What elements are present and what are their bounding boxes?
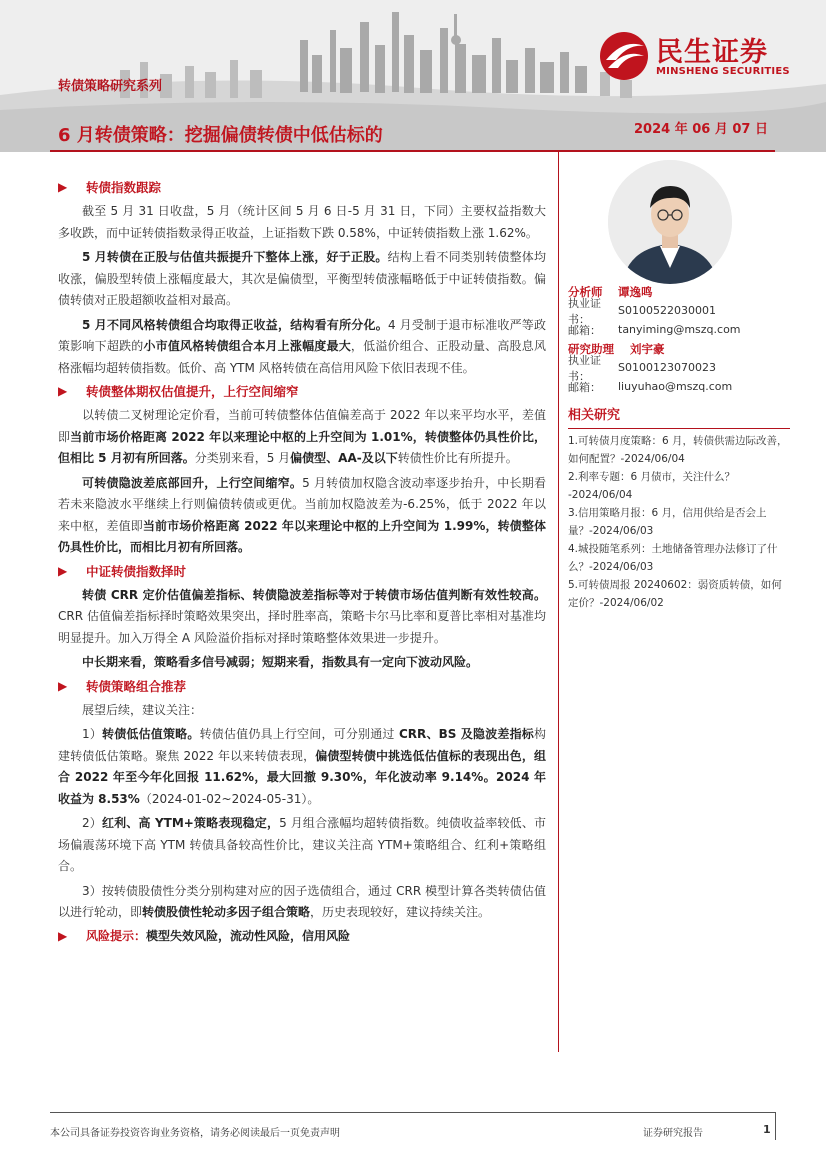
bold-text: 当前市场价格距离 2022 年以来理论中枢的上升空间为 1.01%，转债整体仍具性价比，但相比 5 月初有所回落。 <box>58 429 546 465</box>
section-arrow-icon: ▶ <box>58 384 68 399</box>
bold-text: 5 月不同风格转债组合均取得正收益，结构看有所分化。 <box>82 317 388 332</box>
paragraph <box>58 652 546 674</box>
cert-label: 执业证书： <box>568 353 601 383</box>
assistant-cert: S0100123070023 <box>618 361 716 374</box>
report-date: 2024 年 06 月 07 日 <box>634 122 768 137</box>
logo-english-name: MINSHENG SECURITIES <box>656 66 790 77</box>
analyst-photo <box>608 160 732 284</box>
related-item[interactable]: 3.信用策略月报：6 月，信用供给是否会上量？-2024/06/03 <box>568 507 767 537</box>
email-label: 邮箱： <box>568 323 601 337</box>
footer-report-type: 证券研究报告 <box>643 1128 703 1139</box>
paragraph <box>58 813 546 878</box>
text: ，历史表现较好，建议持续关注。 <box>310 905 491 919</box>
bold-text: 偏债型、AA-及以下 <box>290 451 398 465</box>
logo-chinese-name: 民生证券 <box>656 37 768 68</box>
text: 结构上看不同类别转债整体均收涨，偏股型转债上涨幅度最大，其次是偏债型，平衡型转债涨幅略低于中证转债指数。偏债转债对正股超额收益相对最高。 <box>58 250 546 307</box>
text: 构建转债低估策略。聚焦 2022 年以来转债表现， <box>58 727 546 763</box>
bold-text: 转债股债性轮动多因子组合策略 <box>142 905 311 919</box>
section-title: 转债整体期权估值提升，上行空间缩窄 <box>86 384 299 400</box>
bold-text: 小市值风格转债组合本月上涨幅度最大 <box>143 339 351 353</box>
analyst-role: 分析师 <box>568 284 603 299</box>
section-arrow-icon: ▶ <box>58 180 68 195</box>
footer-disclaimer: 本公司具备证券投资咨询业务资格，请务必阅读最后一页免责声明 <box>50 1128 340 1139</box>
section-title: 转债策略组合推荐 <box>86 678 187 694</box>
paragraph <box>58 473 546 559</box>
related-item[interactable]: 2.利率专题：6 月债市，关注什么？ -2024/06/04 <box>568 471 736 501</box>
related-item[interactable]: 4.城投随笔系列：土地储备管理办法修订了什么？-2024/06/03 <box>568 543 778 573</box>
cert-label: 执业证书： <box>568 296 601 326</box>
text: CRR 估值偏差指标择时策略效果突出，择时胜率高，策略卡尔马比率和夏普比率相对基准均明显提升。加入万得全 A 风险溢价指标对择时策略整体效果进一步提升。 <box>58 609 546 645</box>
section-arrow-icon: ▶ <box>58 928 68 943</box>
analyst-info <box>568 282 790 396</box>
assistant-role: 研究助理 <box>568 341 614 356</box>
bold-text: 可转债隐波差底部回升，上行空间缩窄。 <box>82 475 303 490</box>
company-logo <box>598 28 808 84</box>
bold-text: 转债低估值策略。 <box>102 727 200 741</box>
paragraph <box>58 881 546 924</box>
footer-divider <box>775 1112 776 1140</box>
report-series: 转债策略研究系列 <box>58 79 163 94</box>
text: 转债估值仍具上行空间，可分别通过 <box>199 727 395 741</box>
text: （2024-01-02~2024-05-31）。 <box>139 791 320 806</box>
assistant-email-row <box>568 377 790 396</box>
column-divider <box>558 152 559 1052</box>
assistant-email[interactable]: liuyuhao@mszq.com <box>618 380 733 393</box>
section-title: 转债指数跟踪 <box>86 180 162 196</box>
paragraph <box>58 315 546 380</box>
paragraph: 展望后续，建议关注： <box>82 702 203 717</box>
footer-rule <box>50 1112 775 1113</box>
paragraph <box>58 247 546 312</box>
text: 转债性价比有所提升。 <box>397 451 518 465</box>
risk-warning <box>58 927 546 947</box>
text: 2） <box>82 816 102 830</box>
section-arrow-icon: ▶ <box>58 563 68 578</box>
logo-emblem-icon <box>598 30 650 82</box>
bold-text: 偏债型转债中挑选低估值标的表现出色，组合 2022 年至今年化回报 11.62%，最大回撤 9.30%，年化波动率 9.14%。2024 年收益为 8.53% <box>58 748 546 806</box>
section-heading <box>58 677 546 697</box>
header-banner <box>0 0 826 152</box>
text: 3）按转债股债性分类分别构建对应的因子选债组合，通过 CRR 模型计算各类转债估值以进行轮动，即 <box>58 883 546 919</box>
text: 5 月组合涨幅均超转债指数。纯债收益率较低、市场偏震荡环境下高 YTM 转债具备较高性价比，建议关注高 YTM+策略组合、红利+策略组合。 <box>58 816 547 873</box>
assistant-name: 刘宇豪 <box>630 341 665 356</box>
bold-text: 转债 CRR 定价估值偏差指标、转债隐波差指标等对于转债市场估值判断有效性较高。 <box>82 587 546 602</box>
text: ，低溢价组合、正股动量、高股息风格涨幅均超转债指数。低价、高 YTM 风格转债在高信用风险下依旧表现不佳。 <box>58 339 546 375</box>
related-research <box>568 404 790 613</box>
header-rule <box>50 150 775 152</box>
page-number: 1 <box>763 1123 771 1136</box>
paragraph: 截至 5 月 31 日收盘，5 月（统计区间 5 月 6 日-5 月 31 日，下同）主要权益指数大多收跌，而中证转债指数录得正收益，上证指数下跌 0.58%，中证转债指数上涨 1.62%。 <box>58 204 546 240</box>
related-item[interactable]: 1.可转债月度策略：6 月，转债供需边际改善，如何配置？-2024/06/04 <box>568 435 788 465</box>
text: 分类别来看，5 月 <box>194 451 291 465</box>
section-heading <box>58 382 546 402</box>
section-arrow-icon: ▶ <box>58 678 68 693</box>
bold-text: 红利、高 YTM+策略表现稳定， <box>101 816 280 830</box>
person-portrait-icon <box>608 160 732 284</box>
risk-label: 风险提示： <box>86 928 147 943</box>
bold-text: 当前市场价格距离 2022 年以来理论中枢的上升空间为 1.99%，转债整体仍具性价比，而相比月初有所回落。 <box>58 518 546 554</box>
related-research-rule <box>568 428 790 429</box>
paragraph <box>58 585 546 650</box>
analyst-email-row <box>568 320 790 339</box>
bold-text: CRR、BS 及隐波差指标 <box>394 727 534 741</box>
bold-text: 中长期来看，策略看多信号减弱；短期来看，指数具有一定向下波动风险。 <box>82 655 479 669</box>
section-heading <box>58 178 546 198</box>
related-item[interactable]: 5.可转债周报 20240602：弱资质转债，如何定价？-2024/06/02 <box>568 579 782 609</box>
related-research-title: 相关研究 <box>568 408 621 423</box>
text: 5 月转债加权隐含波动率逐步抬升，中长期看若未来隐波水平继续上行则偏债转债或更优。当前加权隐波差为-6.25%，低于 2022 年以来中枢，差值即 <box>58 475 546 533</box>
analyst-email[interactable]: tanyiming@mszq.com <box>618 323 741 336</box>
section-title: 中证转债指数择时 <box>86 563 187 579</box>
paragraph <box>58 405 546 470</box>
analyst-cert-row <box>568 296 790 326</box>
assistant-cert-row <box>568 353 790 383</box>
risk-text: 模型失效风险，流动性风险，信用风险 <box>146 928 351 943</box>
paragraph <box>58 724 546 810</box>
bold-text: 5 月转债在正股与估值共振提升下整体上涨，好于正股。 <box>82 250 388 264</box>
main-content <box>58 176 546 947</box>
analyst-name: 谭逸鸣 <box>618 284 653 299</box>
email-label: 邮箱： <box>568 380 601 394</box>
report-title: 6 月转债策略：挖掘偏债转债中低估标的 <box>58 125 383 146</box>
text: 以转债二叉树理论定价看，当前可转债整体估值偏差高于 2022 年以来平均水平，差值即 <box>58 408 546 444</box>
section-heading <box>58 562 546 582</box>
text: 1） <box>82 727 103 741</box>
analyst-cert: S0100522030001 <box>618 304 716 317</box>
text: 4 月受制于退市标准收严等政策影响下超跌的 <box>58 317 547 353</box>
